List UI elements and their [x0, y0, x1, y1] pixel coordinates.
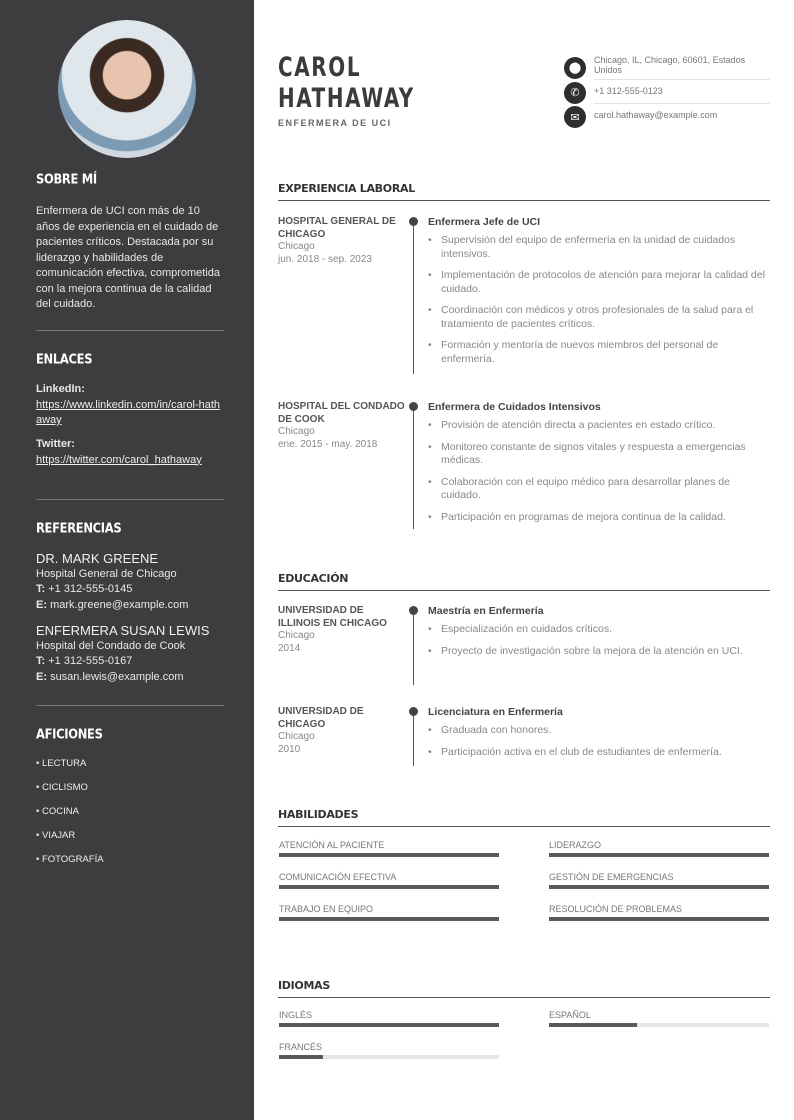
about-heading: SOBRE MÍ — [36, 170, 97, 188]
reference-item — [36, 551, 226, 613]
level-bar — [549, 1023, 769, 1027]
position-title: Enfermera de Cuidados Intensivos — [428, 401, 601, 413]
profile-photo — [58, 20, 196, 158]
organization: HOSPITAL DEL CONDADO DE COOK — [278, 401, 405, 425]
bullet-item: • Graduada con honores. — [428, 724, 770, 738]
level-fill — [549, 853, 769, 857]
bullet-list — [428, 724, 770, 759]
bullet-item: • Supervisión del equipo de enfermería en la unidad de cuidados intensivos. — [428, 234, 770, 261]
entry-meta — [278, 706, 408, 756]
dates: 2010 — [278, 743, 301, 755]
organization: HOSPITAL GENERAL DE CHICAGO — [278, 216, 396, 240]
dates: jun. 2018 - sep. 2023 — [278, 253, 372, 265]
contact-phone: ✆ +1 312-555-0123 — [564, 81, 770, 104]
reference-name: DR. MARK GREENE — [36, 551, 159, 566]
hobby-item: • VIAJAR — [36, 830, 76, 841]
phone-label: T: — [36, 583, 46, 595]
skill-name: ESPAÑOL — [549, 1010, 591, 1020]
divider — [36, 705, 224, 706]
level-bar — [279, 885, 499, 889]
city: Chicago — [278, 241, 315, 252]
linkedin-link[interactable]: https://www.linkedin.com/in/carol-hathaway — [36, 398, 221, 426]
phone-icon: ✆ — [564, 82, 586, 104]
level-bar — [279, 1023, 499, 1027]
bullet-item: • Participación en programas de mejora continua de la calidad. — [428, 511, 770, 525]
skill-bar-item — [549, 872, 769, 889]
languages-heading: IDIOMAS — [278, 979, 770, 998]
position-title: Enfermera Jefe de UCI — [428, 216, 541, 228]
bullet-list — [428, 419, 770, 524]
level-bar — [279, 1055, 499, 1059]
city: Chicago — [278, 731, 315, 742]
contact-location: ⬤ Chicago, IL, Chicago, 60601, Estados Unidos — [564, 55, 770, 80]
skill-bar-item — [279, 1010, 499, 1027]
reference-org: Hospital del Condado de Cook — [36, 639, 186, 652]
bullet-item: • Implementación de protocolos de atención para mejorar la calidad del cuidado. — [428, 269, 770, 296]
dates: 2014 — [278, 642, 301, 654]
reference-org: Hospital General de Chicago — [36, 567, 177, 580]
bullet-item: • Provisión de atención directa a pacientes en estado crítico. — [428, 419, 770, 433]
skill-name: ATENCIÓN AL PACIENTE — [279, 840, 385, 850]
skill-name: RESOLUCIÓN DE PROBLEMAS — [549, 904, 683, 914]
entry-meta — [278, 216, 408, 266]
city: Chicago — [278, 426, 315, 437]
hobbies-heading: AFICIONES — [36, 725, 103, 743]
level-fill — [549, 917, 769, 921]
level-fill — [279, 917, 499, 921]
skill-name: FRANCÉS — [279, 1042, 323, 1052]
skills-heading: HABILIDADES — [278, 808, 770, 827]
location-icon: ⬤ — [564, 57, 586, 79]
reference-phone: +1 312-555-0167 — [48, 655, 133, 667]
bullet-item: • Monitoreo constante de signos vitales y respuesta a emergencias médicas. — [428, 441, 770, 468]
level-fill — [279, 1055, 323, 1059]
timeline-dot — [409, 707, 418, 716]
reference-email: susan.lewis@example.com — [50, 670, 184, 683]
skill-bar-item — [549, 840, 769, 857]
timeline-dot — [409, 606, 418, 615]
bullet-item: • Participación activa en el club de estudiantes de enfermería. — [428, 746, 770, 760]
timeline-line — [413, 220, 414, 374]
divider — [36, 499, 224, 500]
references-heading: REFERENCIAS — [36, 519, 122, 537]
bullet-item: • Formación y mentoría de nuevos miembros del personal de enfermería. — [428, 339, 770, 366]
reference-name: ENFERMERA SUSAN LEWIS — [36, 623, 210, 638]
bullet-list — [428, 234, 770, 366]
email-label: E: — [36, 670, 47, 683]
contact-email[interactable]: ✉ carol.hathaway@example.com — [564, 106, 770, 128]
hobby-item: • COCINA — [36, 806, 79, 817]
full-name: CAROL HATHAWAY — [278, 52, 415, 114]
skill-bar-item — [279, 872, 499, 889]
skill-name: COMUNICACIÓN EFECTIVA — [279, 872, 397, 882]
timeline-dot — [409, 402, 418, 411]
level-fill — [279, 1023, 499, 1027]
position-title: Licenciatura en Enfermería — [428, 706, 563, 718]
skill-name: GESTIÓN DE EMERGENCIAS — [549, 872, 674, 882]
skill-name: LIDERAZGO — [549, 840, 602, 850]
skill-name: TRABAJO EN EQUIPO — [279, 904, 374, 914]
timeline-line — [413, 405, 414, 529]
level-fill — [549, 1023, 637, 1027]
bullet-item: • Colaboración con el equipo médico para desarrollar planes de cuidado. — [428, 476, 770, 503]
skill-bar-item — [279, 840, 499, 857]
skill-bar-item — [279, 1042, 499, 1059]
hobby-item: • LECTURA — [36, 758, 87, 769]
linkedin-label: LinkedIn: — [36, 383, 85, 395]
level-bar — [549, 917, 769, 921]
sidebar — [0, 0, 254, 1120]
reference-email: mark.greene@example.com — [50, 598, 189, 611]
level-bar — [549, 885, 769, 889]
position-title: Maestría en Enfermería — [428, 605, 544, 617]
divider — [36, 330, 224, 331]
twitter-label: Twitter: — [36, 438, 75, 450]
about-text: Enfermera de UCI con más de 10 años de experiencia en el cuidado de pacientes críticos. Destacada por su liderazgo y habilidades de comunicación efectiva, comprometida con la mejora continua de la calidad del cuidado. — [36, 205, 221, 310]
twitter-link[interactable]: https://twitter.com/carol_hathaway — [36, 453, 202, 466]
organization: UNIVERSIDAD DE CHICAGO — [278, 706, 364, 730]
timeline-entry — [278, 605, 770, 685]
level-bar — [279, 917, 499, 921]
education-heading: EDUCACIÓN — [278, 572, 770, 591]
timeline-entry — [278, 706, 770, 766]
skill-bar-item — [549, 1010, 769, 1027]
skill-name: INGLÉS — [279, 1010, 313, 1020]
email-icon: ✉ — [564, 106, 586, 128]
bullet-list — [428, 623, 770, 658]
timeline-entry — [278, 401, 770, 529]
experience-heading: EXPERIENCIA LABORAL — [278, 182, 770, 201]
entry-meta — [278, 401, 408, 451]
timeline-entry — [278, 216, 770, 374]
city: Chicago — [278, 630, 315, 641]
level-bar — [279, 853, 499, 857]
reference-phone: +1 312-555-0145 — [48, 583, 133, 595]
email-label: E: — [36, 598, 47, 611]
links-heading: ENLACES — [36, 350, 93, 368]
entry-meta — [278, 605, 408, 655]
timeline-line — [413, 609, 414, 685]
timeline-dot — [409, 217, 418, 226]
phone-label: T: — [36, 655, 46, 667]
organization: UNIVERSIDAD DE ILLINOIS EN CHICAGO — [278, 605, 387, 629]
level-bar — [549, 853, 769, 857]
level-fill — [279, 853, 499, 857]
level-fill — [279, 885, 499, 889]
hobby-item: • FOTOGRAFÍA — [36, 854, 104, 865]
level-fill — [549, 885, 769, 889]
skill-bar-item — [279, 904, 499, 921]
bullet-item: • Coordinación con médicos y otros profesionales de la salud para el tratamiento de pacientes críticos. — [428, 304, 770, 331]
skill-bar-item — [549, 904, 769, 921]
job-title: ENFERMERA DE UCI — [278, 118, 392, 128]
timeline-line — [413, 710, 414, 766]
hobby-item: • CICLISMO — [36, 782, 88, 793]
bullet-item: • Especialización en cuidados críticos. — [428, 623, 770, 637]
bullet-item: • Proyecto de investigación sobre la mejora de la atención en UCI. — [428, 645, 770, 659]
dates: ene. 2015 - may. 2018 — [278, 438, 378, 450]
reference-item — [36, 623, 226, 685]
